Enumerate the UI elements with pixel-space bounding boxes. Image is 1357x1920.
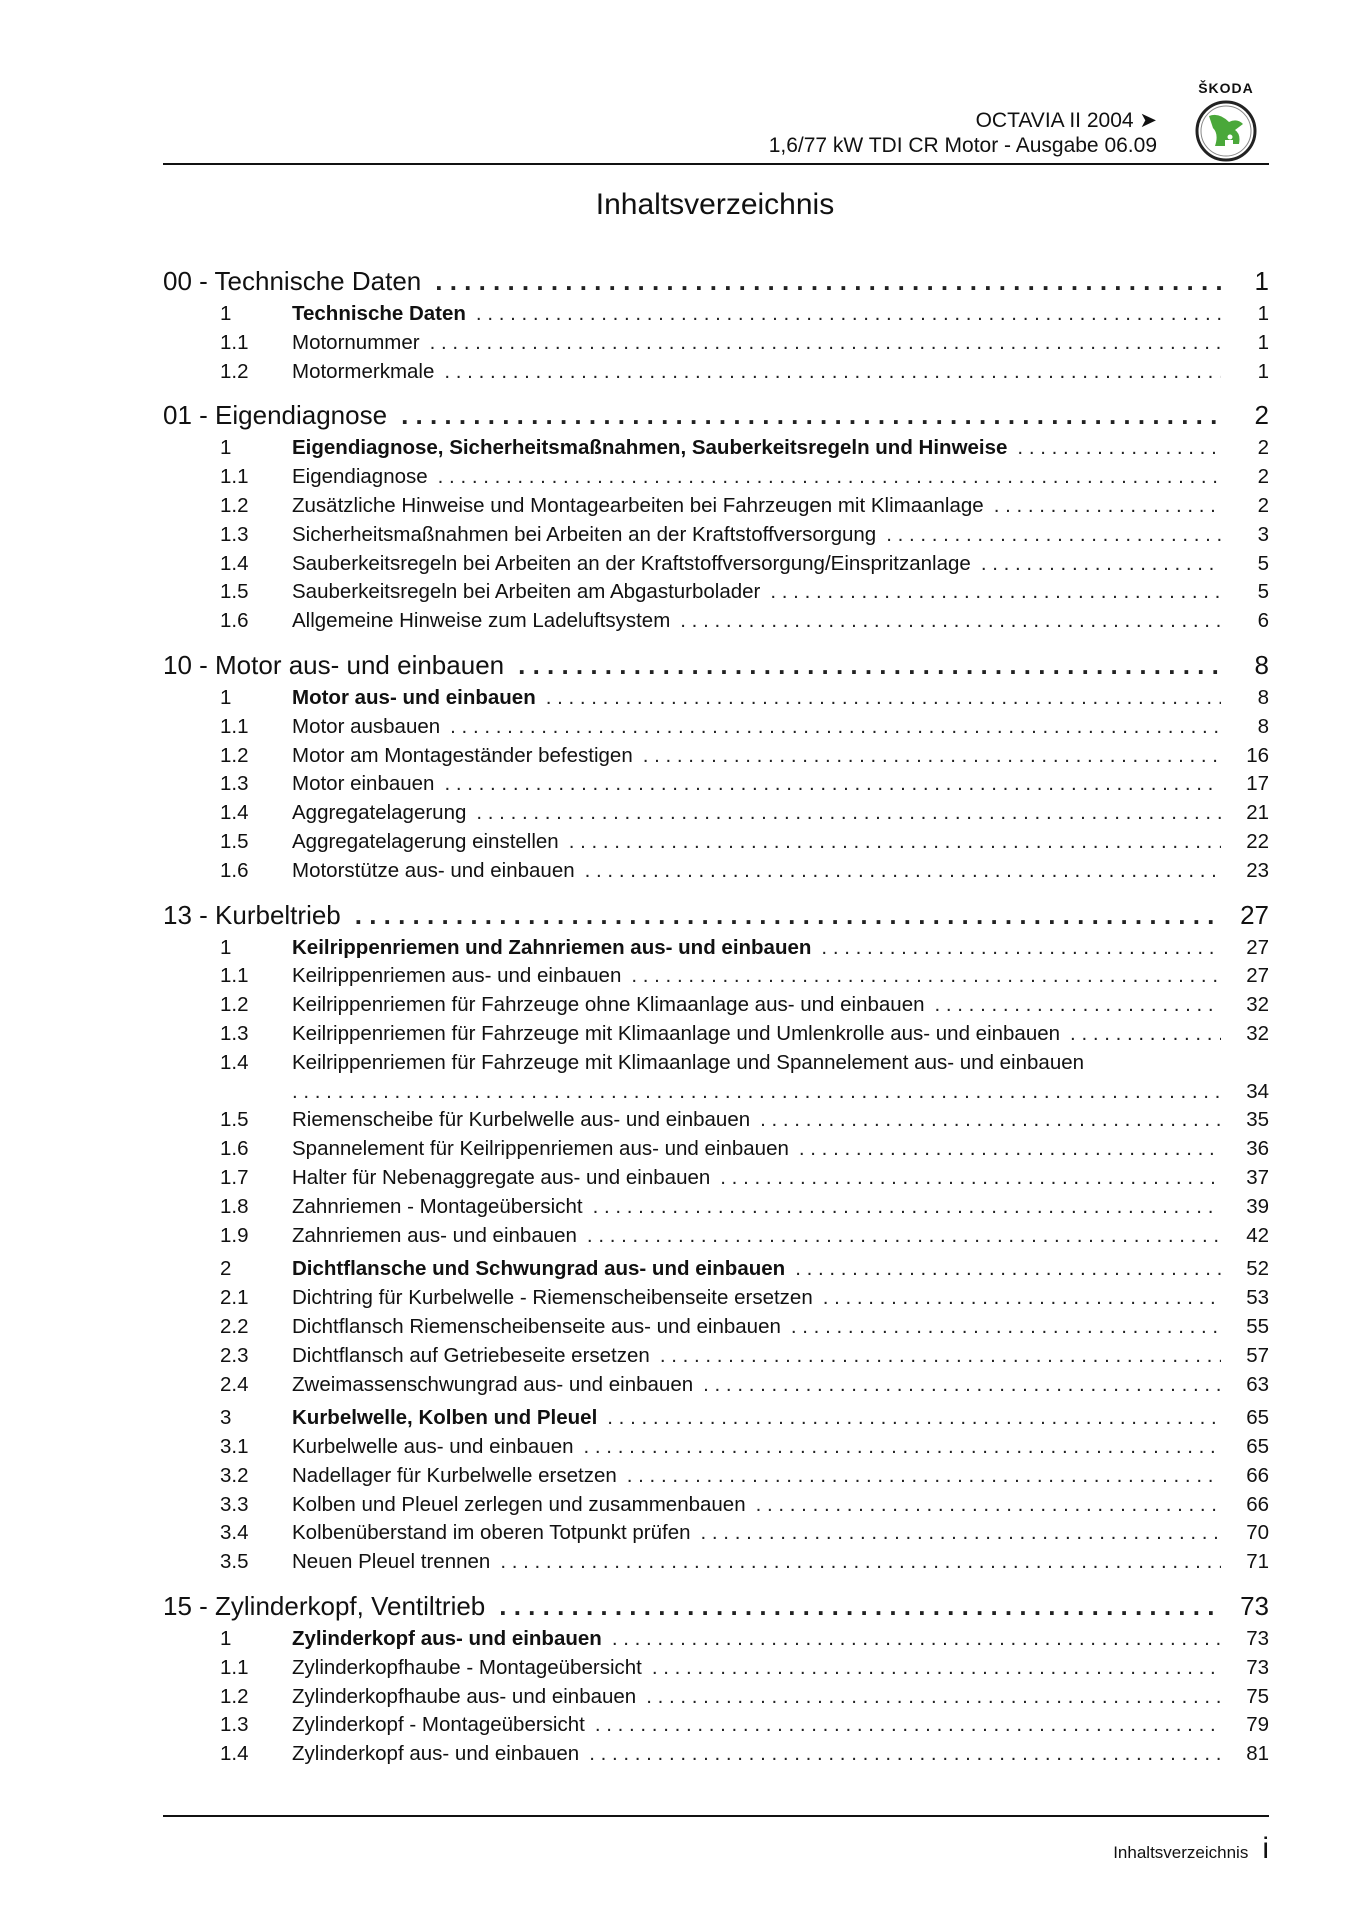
chapter-page: 73 (1240, 1591, 1269, 1622)
entry-number: 2.4 (220, 1372, 249, 1396)
chapter-title: 15 - Zylinderkopf, Ventiltrieb (163, 1591, 486, 1622)
brand-wordmark: ŠKODA (1198, 80, 1254, 96)
entry-number: 3.1 (220, 1435, 249, 1459)
entry-page: 52 (1246, 1257, 1269, 1281)
dot-leader (994, 494, 1221, 518)
entry-page: 57 (1246, 1343, 1269, 1367)
entry-page: 21 (1246, 801, 1269, 825)
entry-title: Keilrippenriemen und Zahnriemen aus- und einbauen (292, 935, 812, 959)
chapter-page: 1 (1254, 266, 1269, 296)
entry-title: Dichtflansch Riemenscheibenseite aus- und einbauen (292, 1314, 781, 1338)
dot-leader (770, 580, 1221, 604)
entry-page: 66 (1246, 1463, 1269, 1487)
dot-leader (595, 1713, 1221, 1737)
entry-page: 53 (1246, 1286, 1269, 1310)
entry-page: 37 (1246, 1165, 1269, 1189)
toc-entry[interactable] (163, 1521, 1269, 1550)
toc-entry[interactable] (163, 1315, 1269, 1344)
entry-page: 36 (1246, 1137, 1269, 1161)
entry-number: 1.2 (220, 1684, 249, 1708)
entry-number: 1.6 (220, 1137, 249, 1161)
toc-entry[interactable] (163, 1051, 1269, 1080)
dot-leader (981, 552, 1221, 576)
entry-number: 1.1 (220, 714, 249, 738)
entry-title: Motor aus- und einbauen (292, 685, 536, 709)
dot-leader (1017, 436, 1221, 460)
page-title: Inhaltsverzeichnis (595, 188, 835, 221)
entry-page: 2 (1257, 493, 1269, 517)
entry-page: 2 (1257, 436, 1269, 460)
entry-title: Kolbenüberstand im oberen Totpunkt prüfen (292, 1521, 691, 1545)
toc-entry[interactable] (163, 1344, 1269, 1373)
dot-leader (585, 859, 1221, 883)
entry-page: 17 (1246, 772, 1269, 796)
toc-entry[interactable] (163, 494, 1269, 523)
toc-entry[interactable] (163, 1464, 1269, 1493)
entry-title: Keilrippenriemen aus- und einbauen (292, 964, 622, 988)
dot-leader (499, 1591, 1221, 1622)
entry-number: 1.4 (220, 801, 249, 825)
entry-title: Motorstütze aus- und einbauen (292, 858, 575, 882)
dot-leader (444, 360, 1221, 384)
page-footer (1113, 1832, 1269, 1866)
toc-entry[interactable] (163, 686, 1269, 715)
toc-chapter[interactable] (163, 900, 1269, 936)
entry-page: 79 (1246, 1713, 1269, 1737)
entry-number: 1.3 (220, 772, 249, 796)
dot-leader (701, 1521, 1221, 1545)
dot-leader (500, 1550, 1221, 1574)
dot-leader (569, 830, 1221, 854)
entry-title: Eigendiagnose, Sicherheitsmaßnahmen, Sauberkeitsregeln und Hinweise (292, 436, 1008, 460)
dot-leader (476, 801, 1221, 825)
entry-page: 1 (1257, 302, 1269, 325)
toc-entry[interactable] (163, 609, 1269, 638)
dot-leader (760, 1108, 1221, 1132)
entry-title: Keilrippenriemen für Fahrzeuge mit Klimaanlage und Umlenkrolle aus- und einbauen (292, 1021, 1061, 1045)
entry-title: Nadellager für Kurbelwelle ersetzen (292, 1463, 617, 1487)
entry-number: 1.4 (220, 1742, 249, 1766)
toc-chapter[interactable] (163, 266, 1269, 302)
toc-entry[interactable] (163, 936, 1269, 965)
entry-page: 65 (1246, 1435, 1269, 1459)
toc-entry[interactable] (163, 1286, 1269, 1315)
entry-number: 1.9 (220, 1223, 249, 1247)
document-header (769, 108, 1157, 158)
entry-number: 1 (220, 1627, 232, 1651)
skoda-emblem-icon (1195, 100, 1257, 162)
entry-page: 23 (1246, 858, 1269, 882)
chapter-page: 27 (1240, 899, 1269, 930)
chapter-title: 13 - Kurbeltrieb (163, 899, 341, 930)
dot-leader (886, 523, 1221, 547)
dot-leader (823, 1286, 1221, 1310)
entry-title: Zweimassenschwungrad aus- und einbauen (292, 1372, 694, 1396)
dot-leader (438, 465, 1221, 489)
toc-entry[interactable] (163, 1373, 1269, 1402)
toc-entry[interactable] (163, 436, 1269, 465)
table-of-contents (163, 266, 1269, 1771)
dot-leader (355, 900, 1221, 931)
entry-title: Allgemeine Hinweise zum Ladeluftsystem (292, 609, 671, 633)
toc-entry[interactable] (163, 1685, 1269, 1714)
entry-title: Neuen Pleuel trennen (292, 1550, 491, 1574)
entry-page: 65 (1246, 1406, 1269, 1430)
entry-number: 2.2 (220, 1314, 249, 1338)
chapter-title: 01 - Eigendiagnose (163, 400, 388, 431)
entry-page: 5 (1257, 551, 1269, 575)
entry-number: 2.1 (220, 1286, 249, 1310)
toc-chapter[interactable] (163, 400, 1269, 436)
toc-entry[interactable] (163, 1224, 1269, 1253)
entry-number: 3.5 (220, 1550, 249, 1574)
entry-title: Zahnriemen aus- und einbauen (292, 1223, 577, 1247)
entry-number: 1.1 (220, 964, 249, 988)
toc-entry[interactable] (163, 1550, 1269, 1579)
dot-leader (720, 1166, 1221, 1190)
dot-leader (584, 1435, 1221, 1459)
dot-leader (612, 1627, 1221, 1651)
entry-page: 35 (1246, 1108, 1269, 1132)
entry-title: Eigendiagnose (292, 465, 428, 489)
entry-page: 39 (1246, 1194, 1269, 1218)
entry-title: Zylinderkopf - Montageübersicht (292, 1713, 585, 1737)
skoda-logo (1188, 80, 1264, 167)
dot-leader (627, 1464, 1221, 1488)
dot-leader (795, 1257, 1221, 1281)
toc-entry[interactable] (163, 830, 1269, 859)
entry-number: 2.3 (220, 1343, 249, 1367)
dot-leader (546, 686, 1221, 710)
dot-leader (1070, 1022, 1221, 1046)
entry-title: Keilrippenriemen für Fahrzeuge ohne Klimaanlage aus- und einbauen (292, 993, 925, 1017)
entry-page: 73 (1246, 1627, 1269, 1651)
toc-entry[interactable] (163, 465, 1269, 494)
entry-page: 63 (1246, 1372, 1269, 1396)
entry-number: 1.4 (220, 551, 249, 575)
entry-number: 1.5 (220, 580, 249, 604)
entry-number: 1.7 (220, 1165, 249, 1189)
dot-leader (646, 1685, 1221, 1709)
dot-leader (435, 266, 1221, 297)
entry-number: 1.5 (220, 1108, 249, 1132)
entry-title: Motormerkmale (292, 359, 435, 383)
entry-number: 1 (220, 436, 232, 460)
entry-page: 1 (1257, 330, 1269, 354)
entry-page: 70 (1246, 1521, 1269, 1545)
entry-number: 3 (220, 1406, 232, 1430)
dot-leader (643, 744, 1221, 768)
entry-number: 1.2 (220, 359, 249, 383)
entry-title: Motor einbauen (292, 772, 435, 796)
dot-leader (756, 1493, 1221, 1517)
chapter-page: 8 (1254, 649, 1269, 680)
entry-page: 34 (1246, 1079, 1269, 1103)
dot-leader (450, 715, 1221, 739)
page-number: i (1262, 1832, 1269, 1865)
entry-number: 1.3 (220, 522, 249, 546)
entry-page: 71 (1246, 1550, 1269, 1574)
header-rule (163, 163, 1269, 165)
toc-entry[interactable] (163, 1713, 1269, 1742)
dot-leader (292, 1080, 1221, 1104)
toc-entry[interactable] (163, 552, 1269, 581)
entry-page: 27 (1246, 964, 1269, 988)
toc-entry[interactable] (163, 1022, 1269, 1051)
toc-entry[interactable] (163, 1406, 1269, 1435)
dot-leader (518, 650, 1221, 681)
entry-page: 81 (1246, 1742, 1269, 1766)
entry-page: 75 (1246, 1684, 1269, 1708)
dot-leader (821, 936, 1221, 960)
entry-page: 66 (1246, 1492, 1269, 1516)
dot-leader (680, 609, 1221, 633)
entry-page: 1 (1257, 359, 1269, 383)
entry-number: 1 (220, 302, 232, 325)
toc-entry[interactable] (163, 1195, 1269, 1224)
footer-label: Inhaltsverzeichnis (1113, 1843, 1249, 1862)
dot-leader (652, 1656, 1221, 1680)
entry-number: 1.8 (220, 1194, 249, 1218)
entry-title: Kolben und Pleuel zerlegen und zusammenbauen (292, 1492, 746, 1516)
entry-page: 2 (1257, 465, 1269, 489)
toc-chapter[interactable] (163, 650, 1269, 686)
dot-leader (607, 1406, 1221, 1430)
toc-entry[interactable] (163, 1166, 1269, 1195)
toc-entry[interactable] (163, 1257, 1269, 1286)
entry-page: 27 (1246, 935, 1269, 959)
dot-leader (430, 331, 1221, 355)
toc-entry[interactable] (163, 1656, 1269, 1685)
dot-leader (703, 1373, 1221, 1397)
entry-title: Riemenscheibe für Kurbelwelle aus- und einbauen (292, 1108, 751, 1132)
entry-number: 1.6 (220, 609, 249, 633)
footer-rule (163, 1815, 1269, 1817)
entry-title: Sauberkeitsregeln bei Arbeiten am Abgasturbolader (292, 580, 761, 604)
toc-entry[interactable] (163, 859, 1269, 888)
entry-page: 55 (1246, 1314, 1269, 1338)
dot-leader (593, 1195, 1221, 1219)
toc-entry[interactable] (163, 1435, 1269, 1464)
entry-number: 1.2 (220, 743, 249, 767)
entry-page: 6 (1257, 609, 1269, 633)
entry-page: 42 (1246, 1223, 1269, 1247)
toc-entry[interactable] (163, 715, 1269, 744)
dot-leader (589, 1742, 1221, 1766)
toc-entry[interactable] (163, 964, 1269, 993)
chapter-title: 10 - Motor aus- und einbauen (163, 649, 505, 680)
entry-title: Zylinderkopfhaube aus- und einbauen (292, 1684, 637, 1708)
dot-leader (935, 993, 1222, 1017)
entry-title: Sauberkeitsregeln bei Arbeiten an der Kraftstoffversorgung/Einspritzanlage (292, 551, 971, 575)
entry-number: 1 (220, 685, 232, 709)
entry-title: Spannelement für Keilrippenriemen aus- und einbauen (292, 1137, 789, 1161)
engine-subtitle: 1,6/77 kW TDI CR Motor - Ausgabe 06.09 (768, 134, 1157, 157)
entry-number: 1.6 (220, 858, 249, 882)
entry-title: Zahnriemen - Montageübersicht (292, 1194, 583, 1218)
entry-page: 8 (1257, 685, 1269, 709)
entry-number: 1.1 (220, 1655, 249, 1679)
entry-page: 8 (1257, 714, 1269, 738)
entry-title: Halter für Nebenaggregate aus- und einbauen (292, 1165, 711, 1189)
toc-entry[interactable] (163, 801, 1269, 830)
entry-number: 1.1 (220, 465, 249, 489)
entry-title: Kurbelwelle aus- und einbauen (292, 1435, 574, 1459)
chapter-title: 00 - Technische Daten (163, 266, 422, 296)
entry-title: Aggregatelagerung (292, 801, 467, 825)
entry-page: 22 (1246, 829, 1269, 853)
entry-number: 1.2 (220, 493, 249, 517)
entry-title: Motor ausbauen (292, 714, 441, 738)
entry-number: 3.2 (220, 1463, 249, 1487)
dot-leader (476, 302, 1221, 326)
entry-title: Sicherheitsmaßnahmen bei Arbeiten an der Kraftstoffversorgung (292, 522, 877, 546)
entry-page: 5 (1257, 580, 1269, 604)
entry-title: Motor am Montageständer befestigen (292, 743, 633, 767)
entry-title: Zylinderkopfhaube - Montageübersicht (292, 1655, 642, 1679)
toc-entry[interactable] (163, 1493, 1269, 1522)
entry-number: 3.4 (220, 1521, 249, 1545)
entry-number: 1.1 (220, 330, 249, 354)
entry-title: Dichtring für Kurbelwelle - Riemenscheibenseite ersetzen (292, 1286, 813, 1310)
entry-title: Dichtflansche und Schwungrad aus- und einbauen (292, 1257, 786, 1281)
toc-entry[interactable] (163, 580, 1269, 609)
entry-page: 16 (1246, 743, 1269, 767)
entry-page: 3 (1257, 522, 1269, 546)
toc-entry[interactable] (163, 523, 1269, 552)
dot-leader (799, 1137, 1221, 1161)
entry-number: 2 (220, 1257, 232, 1281)
entry-number: 1.3 (220, 1021, 249, 1045)
entry-page: 73 (1246, 1655, 1269, 1679)
toc-entry[interactable] (163, 744, 1269, 773)
dot-leader (401, 400, 1221, 431)
dot-leader (791, 1315, 1221, 1339)
entry-title: Zylinderkopf aus- und einbauen (292, 1742, 580, 1766)
entry-title: Aggregatelagerung einstellen (292, 829, 559, 853)
entry-number: 1.4 (220, 1050, 249, 1074)
entry-number: 1.2 (220, 993, 249, 1017)
entry-title: Motornummer (292, 330, 420, 354)
entry-title: Technische Daten (292, 302, 466, 325)
dot-leader (587, 1224, 1221, 1248)
entry-title: Zylinderkopf aus- und einbauen (292, 1627, 602, 1651)
toc-entry[interactable] (163, 1137, 1269, 1166)
entry-title: Dichtflansch auf Getriebeseite ersetzen (292, 1343, 650, 1367)
toc-chapter[interactable] (163, 1591, 1269, 1627)
chapter-page: 2 (1254, 400, 1269, 431)
entry-title: Keilrippenriemen für Fahrzeuge mit Klimaanlage und Spannelement aus- und einbauen (292, 1050, 1085, 1074)
toc-entry[interactable] (163, 1742, 1269, 1771)
toc-entry[interactable] (163, 331, 1269, 360)
model-title: OCTAVIA II 2004 ➤ (975, 109, 1157, 132)
toc-entry[interactable] (163, 772, 1269, 801)
toc-entry[interactable] (163, 360, 1269, 389)
entry-number: 1.3 (220, 1713, 249, 1737)
toc-entry[interactable] (163, 302, 1269, 331)
entry-page: 32 (1246, 993, 1269, 1017)
toc-entry[interactable] (163, 1627, 1269, 1656)
entry-number: 3.3 (220, 1492, 249, 1516)
entry-page: 32 (1246, 1021, 1269, 1045)
entry-number: 1.5 (220, 829, 249, 853)
toc-entry-continuation[interactable] (163, 1080, 1269, 1109)
entry-number: 1 (220, 935, 232, 959)
entry-title: Kurbelwelle, Kolben und Pleuel (292, 1406, 598, 1430)
dot-leader (631, 964, 1221, 988)
toc-entry[interactable] (163, 993, 1269, 1022)
dot-leader (444, 772, 1221, 796)
dot-leader (660, 1344, 1221, 1368)
entry-title: Zusätzliche Hinweise und Montagearbeiten bei Fahrzeugen mit Klimaanlage (292, 493, 984, 517)
toc-entry[interactable] (163, 1108, 1269, 1137)
